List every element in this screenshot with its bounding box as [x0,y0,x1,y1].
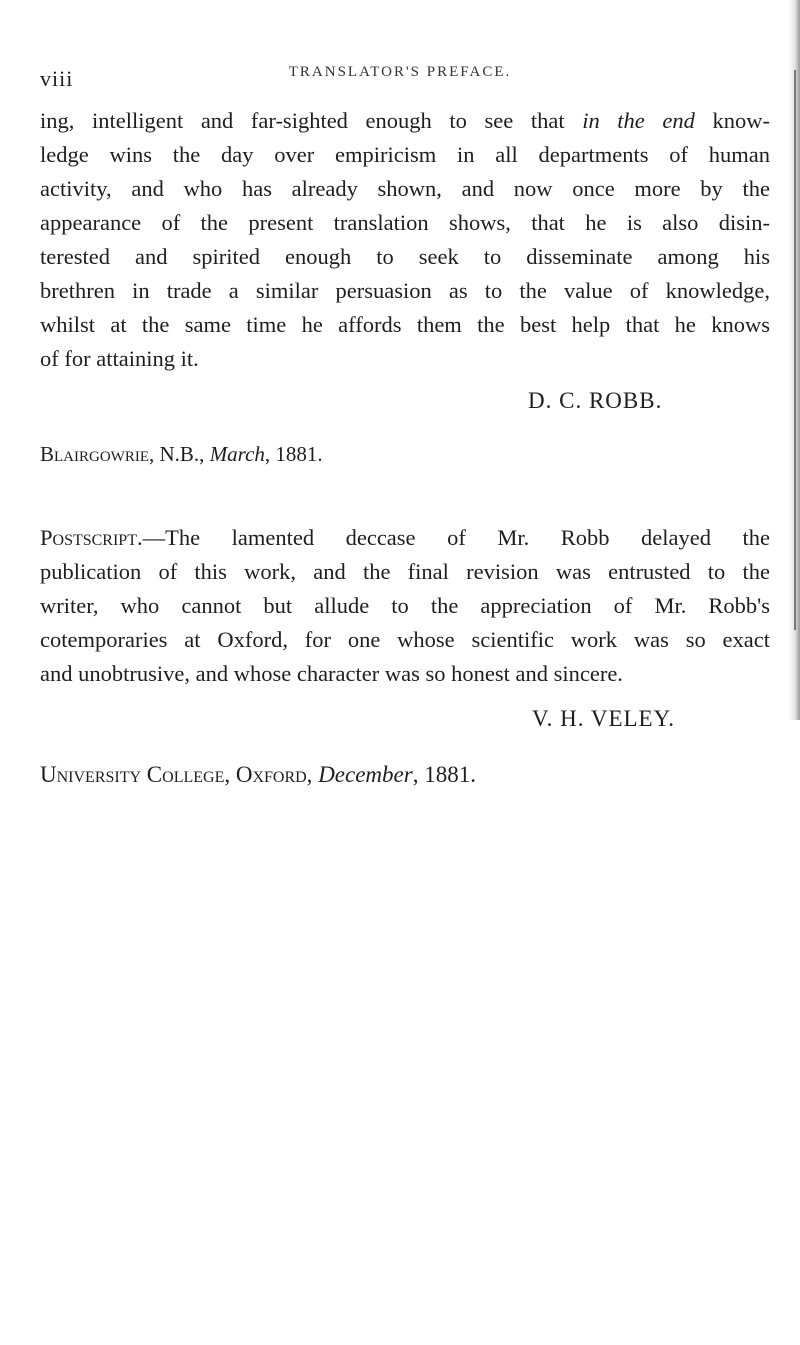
date-year: , 1881. [412,762,476,787]
dateline-blairgowrie [40,442,323,467]
scan-edge-line [794,70,796,630]
signature-veley: V. H. VELEY. [532,706,675,731]
page-number: viii [40,66,74,91]
text-segment: ing, intelligent and far-sighted enough to see that [40,108,583,133]
text-line: activity, and who has already shown, and now once more by the [40,176,770,201]
text-line: ledge wins the day over empiricism in all departments of human [40,142,770,167]
text-line: and unobtrusive, and whose character was so honest and sincere. [40,661,623,686]
signature-robb: D. C. ROBB. [528,388,663,413]
text-line [40,106,770,136]
text-line [40,523,770,553]
place-name: Blairgowrie [40,442,149,466]
text-segment: know- [694,108,770,133]
date-month: December [318,762,413,787]
text-line: appearance of the present translation shows, that he is also disin- [40,210,770,235]
text-line: terested and spirited enough to seek to disseminate among his [40,244,770,269]
text-line: whilst at the same time he affords them the best help that he knows [40,312,770,337]
date-month: March [209,442,265,466]
text-line: cotemporaries at Oxford, for one whose scientific work was so exact [40,627,770,652]
running-head: TRANSLATOR'S PREFACE. [288,64,512,80]
postscript-label: Postscript [40,525,137,550]
place-name: University College, Oxford, [40,762,319,787]
region-text: , N.B., [149,442,210,466]
italic-phrase: in the end [582,108,695,133]
text-line: brethren in trade a similar persuasion as to the value of knowledge, [40,278,770,303]
text-segment: .—The lamented deccase of Mr. Robb delayed the [136,525,770,550]
text-line: writer, who cannot but allude to the appreciation of Mr. Robb's [40,593,770,618]
dateline-oxford [40,762,476,788]
date-year: , 1881. [264,442,323,466]
text-line: publication of this work, and the final revision was entrusted to the [40,559,770,584]
text-line: of for attaining it. [40,346,199,371]
